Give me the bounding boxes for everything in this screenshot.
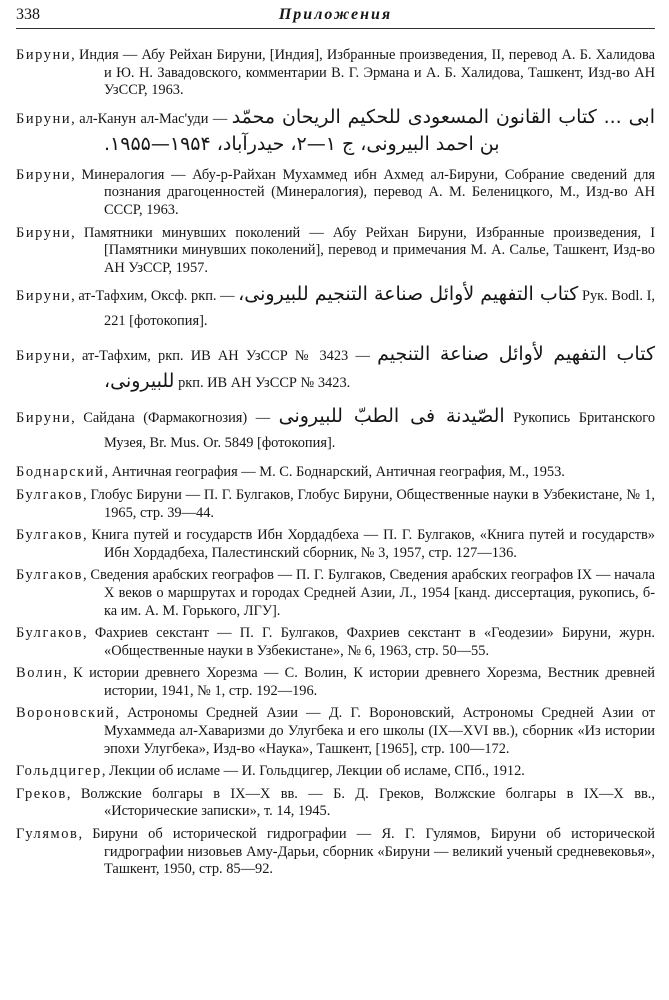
entry-author: Бируни: [16, 166, 72, 183]
bibliography-entry: Бируни, ал-Канун ал-Мас'уди — ابی ... کتاب القانون المسعودی للحکیم الریحان محمّد بن احمد البیرونی، ج ۱—۲، حیدرآباد، ۱۹۵۴—۱۹۵۵.: [16, 105, 655, 155]
bibliography-entry: Бируни, Минералогия — Абу-р-Райхан Мухаммед ибн Ахмед ал-Бируни, Собрание сведений для познания драгоценностей (Минералогия), перевод А. М. Беленицкого, М., Изд-во АН СССР, 1963.: [16, 166, 655, 218]
bibliography-entry: Булгаков, Фахриев секстант — П. Г. Булгаков, Фахриев секстант в «Геодезии» Бируни, журн. «Общественные науки в Узбекистане», № 6, 1963, стр. 50—55.: [16, 625, 655, 659]
bibliography-entry: Бируни, ат-Тафхим, Оксф. ркп. — کتاب التفهیم لأوائل صناعة التنجیم للبیرونی، Рук. Bodl. I, 221 [фотокопия].: [16, 283, 655, 330]
entry-author: Бируни: [16, 47, 72, 63]
bibliography-entry: Бируни, Памятники минувших поколений — Абу Рейхан Бируни, Избранные произведения, I [Памятники минувших поколений], перевод и примечания М. А. Салье, Ташкент, Изд-во АН УзССР, 1957.: [16, 224, 655, 276]
bibliography-entry: Вороновский, Астрономы Средней Азии — Д. Г. Вороновский, Астрономы Средней Азии от Мухаммеда ал-Хаваризми до Улугбека и его школы (IX—XVI вв.), сборник «Из истории эпохи Улугбека», Изд-во «Наука», Ташкент, [1965], стр. 100—172.: [16, 705, 655, 757]
entry-author: Булгаков: [16, 625, 83, 642]
bibliography-entry: Булгаков, Глобус Бируни — П. Г. Булгаков, Глобус Бируни, Общественные науки в Узбекистане, № 1, 1965, стр. 39—44.: [16, 486, 655, 521]
bibliography-entry: Боднарский, Античная география — М. С. Боднарский, Античная география, М., 1953.: [16, 464, 565, 481]
bibliography-entry: Греков, Волжские болгары в IX—X вв. — Б. Д. Греков, Волжские болгары в IX—X вв., «Исторические записки», т. 14, 1945.: [16, 785, 655, 820]
bibliography-entry: Гулямов, Бируни об исторической гидрографии — Я. Г. Гулямов, Бируни об исторической гидрографии низовьев Аму-Дарьи, сборник «Бируни — великий ученый средневековья», Ташкент, 1950, стр. 85—92.: [16, 826, 655, 878]
bibliography-entry: Волин, К истории древнего Хорезма — С. Волин, К истории древнего Хорезма, Вестник древней истории, 1941, № 1, стр. 192—196.: [16, 665, 655, 699]
entry-author: Гулямов: [16, 826, 79, 843]
arabic-title: کتاب التفهیم لأوائل صناعة التنجیم للبیرونی،: [104, 343, 655, 393]
page-number: 338: [16, 6, 40, 23]
bibliography-entry: Булгаков, Сведения арабских географов — П. Г. Булгаков, Сведения арабских географов IX — начала X веков о маршрутах и городах Средней Азии, Л., 1954 [канд. диссертация, рукопись, б-ка им. А. М. Горького, ЛГУ].: [16, 567, 655, 619]
entry-author: Бируни: [16, 348, 72, 365]
page-header: [16, 4, 655, 29]
entry-author: Боднарский: [16, 464, 105, 481]
bibliography-entry: Гольдцигер, Лекции об исламе — И. Гольдцигер, Лекции об исламе, СПб., 1912.: [16, 763, 525, 780]
entry-author: Гольдцигер: [16, 763, 102, 780]
entry-author: Булгаков: [16, 567, 83, 584]
bibliography-entry: Булгаков, Книга путей и государств Ибн Хордадбеха — П. Г. Булгаков, «Книга путей и государств» Ибн Хордадбеха, Палестинский сборник, № 3, 1957, стр. 127—136.: [16, 527, 655, 561]
running-title: Приложения: [278, 6, 393, 23]
entry-author: Бируни: [16, 224, 72, 241]
bibliography-entry: Бируни, Сайдана (Фармакогнозия) — الصّیدنة فی الطبّ للبیرونی Рукопись Британского Музея, Br. Mus. Or. 5849 [фотокопия].: [16, 405, 656, 452]
entry-author: Булгаков: [16, 527, 83, 544]
arabic-title: کتاب التفهیم لأوائل صناعة التنجیم للبیرونی،: [238, 283, 579, 306]
arabic-title: الصّیدنة فی الطبّ للبیرونی: [278, 405, 505, 428]
entry-author: Бируни: [16, 410, 72, 427]
entry-author: Бируни: [16, 110, 72, 127]
bibliography-entry: Бируни, Индия — Абу Рейхан Бируни, [Индия], Избранные произведения, II, перевод А. Б. Халидова и Ю. Н. Завадовского, комментарии В. Г. Эрмана и А. Б. Халидова, Ташкент, Изд-во АН УзССР, 1963.: [16, 47, 655, 99]
entry-author: Булгаков: [16, 486, 83, 503]
entry-author: Бируни: [16, 288, 72, 305]
bibliography-entry: Бируни, ат-Тафхим, ркп. ИВ АН УзССР № 3423 — کتاب التفهیم لأوائل صناعة التنجیم للبیرونی، ркп. ИВ АН УзССР № 3423.: [16, 343, 655, 393]
arabic-title: ابی ... کتاب القانون المسعودی للحکیم الریحان محمّد بن احمد البیرونی، ج ۱—۲، حیدرآباد، ۱۹۵۴—۱۹۵۵.: [104, 105, 655, 155]
bibliography-list: [16, 47, 655, 879]
entry-author: Греков: [16, 785, 67, 802]
entry-author: Вороновский: [16, 705, 116, 722]
entry-author: Волин: [16, 665, 64, 682]
